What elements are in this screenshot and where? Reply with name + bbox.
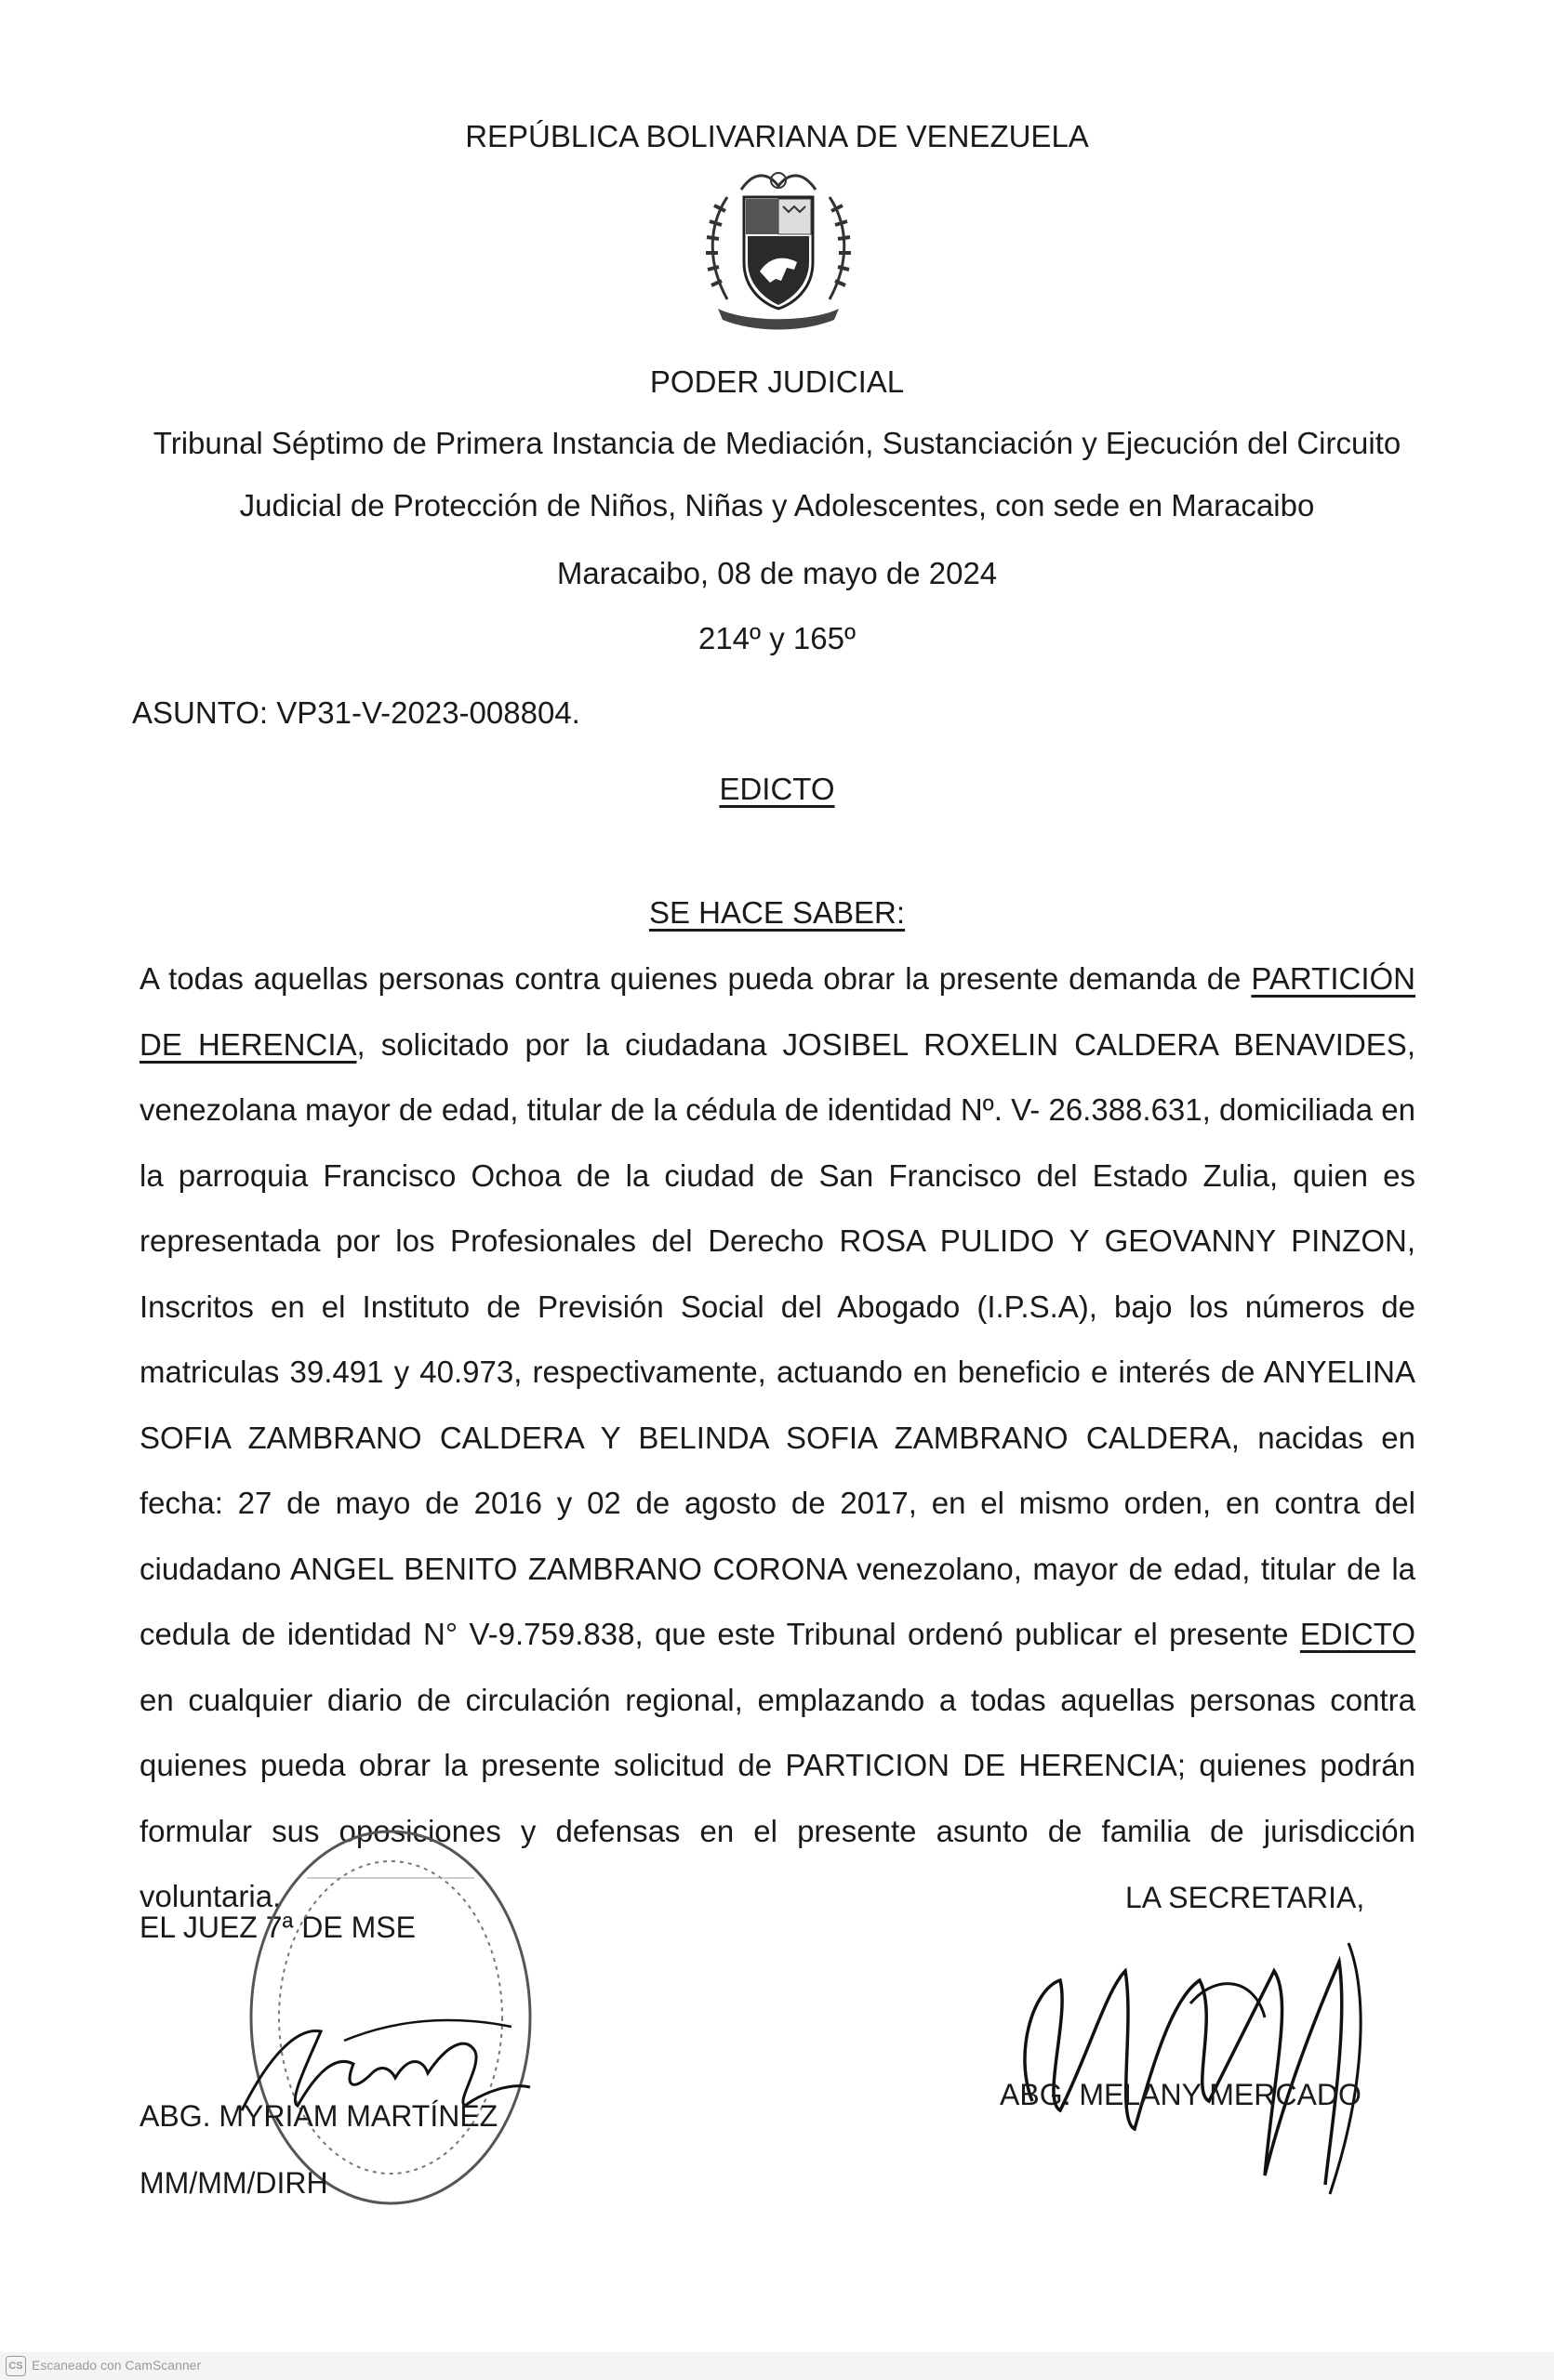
branch-heading: PODER JUDICIAL [649,364,905,399]
document-title: EDICTO [719,772,835,806]
scanner-footer [0,2352,1554,2380]
country-heading: REPÚBLICA BOLIVARIANA DE VENEZUELA [465,119,1089,153]
scanner-label: Escaneado con CamScanner [32,2358,202,2373]
body-underline-particion: PARTICIÓN DE HERENCIA [139,961,1415,1062]
judge-title: EL JUEZ 7ª DE MSE [139,1911,416,1944]
body-part-3: en cualquier diario de circulación regional, emplazando a todas aquellas personas contra quienes pueda obrar la presente solicitud de PARTICION DE HERENCIA; quienes podrán formular sus oposiciones y defensas en el presente asunto de familia de jurisdicción voluntaria. [139,1682,1415,1913]
edict-body [139,946,1415,1930]
body-part-2: , solicitado por la ciudadana JOSIBEL ROXELIN CALDERA BENAVIDES, venezolana mayor de edad, titular de la cédula de identidad Nº. V- 26.388.631, domiciliada en la parroquia Francisco Ochoa de la ciudad de San Francisco del Estado Zulia, quien es representada por los Profesionales del Derecho ROSA PULIDO Y GEOVANNY PINZON, Inscritos en el Instituto de Previsión Social del Abogado (I.P.S.A), bajo los números de matriculas 39.491 y 40.973, respectivamente, actuando en beneficio e interés de ANYELINA SOFIA ZAMBRANO CALDERA Y BELINDA SOFIA ZAMBRANO CALDERA, nacidas en fecha: 27 de mayo de 2016 y 02 de agosto de 2017, en el mismo orden, en contra del ciudadano ANGEL BENITO ZAMBRANO CORONA venezolano, mayor de edad, titular de la cedula de identidad N° V-9.759.838, que este Tribunal ordenó publicar el presente [139,1026,1415,1651]
transcriber-initials: MM/MM/DIRH [139,2166,328,2200]
secretary-signature [976,1915,1404,2213]
historical-years: 214º y 165º [697,621,857,655]
judge-name: ABG. MYRIAM MARTÍNEZ [139,2099,498,2133]
document-subtitle: SE HACE SABER: [648,895,906,930]
case-number: ASUNTO: VP31-V-2023-008804. [132,695,580,730]
document-date: Maracaibo, 08 de mayo de 2024 [556,556,998,590]
coat-of-arms-emblem [690,169,867,337]
camscanner-icon: CS [6,2356,26,2376]
court-line-1: Tribunal Séptimo de Primera Instancia de Mediación, Sustanciación y Ejecución del Circuito [153,426,1401,460]
secretary-title: LA SECRETARIA, [1125,1881,1365,1914]
court-line-2: Judicial de Protección de Niños, Niñas y Adolescentes, con sede en Maracaibo [239,488,1315,522]
body-underline-edicto: EDICTO [1299,1617,1415,1651]
body-part-1: A todas aquellas personas contra quienes pueda obrar la presente demanda de [139,961,1252,996]
secretary-name: ABG. MELANY MERCADO [1000,2078,1361,2111]
